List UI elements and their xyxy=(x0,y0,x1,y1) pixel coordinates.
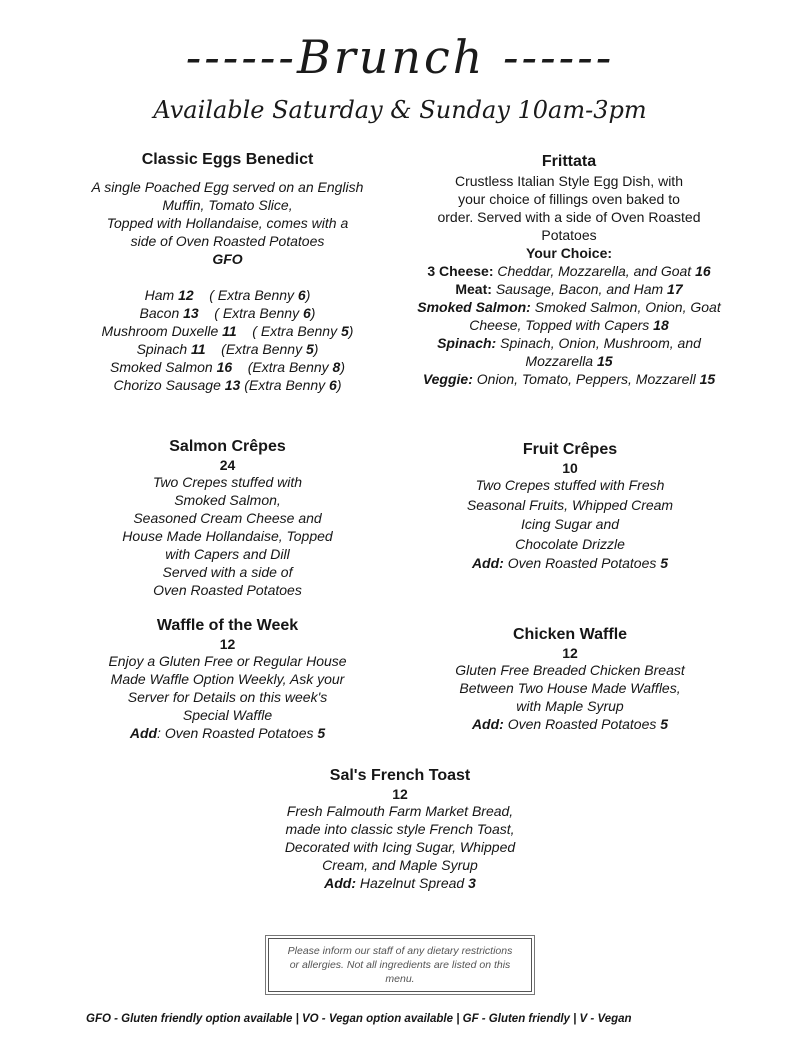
item-title: Frittata xyxy=(541,153,597,170)
item-price: 12 xyxy=(219,636,236,652)
gfo-tag: GFO xyxy=(212,251,243,267)
desc-line: Fresh Falmouth Farm Market Bread, xyxy=(286,803,514,819)
item-description xyxy=(410,172,728,244)
option-row: Spinach 11 (Extra Benny 5) xyxy=(136,341,319,357)
item-description xyxy=(420,661,720,715)
add-on: Add: Oven Roasted Potatoes 5 xyxy=(471,716,669,732)
desc-line: Icing Sugar and xyxy=(520,516,620,532)
option-row: Bacon 13 ( Extra Benny 6) xyxy=(139,305,316,321)
desc-line: side of Oven Roasted Potatoes xyxy=(130,233,325,249)
desc-line: A single Poached Egg served on an English xyxy=(91,179,364,195)
item-title: Fruit Crêpes xyxy=(522,441,618,458)
desc-line: Served with a side of xyxy=(162,564,293,580)
item-title: Classic Eggs Benedict xyxy=(141,151,314,168)
choice-row: Smoked Salmon: Smoked Salmon, Onion, Goat Cheese, Topped with Capers 18 xyxy=(417,299,721,333)
desc-line: Server for Details on this week's xyxy=(127,689,328,705)
notice-line: Please inform our staff of any dietary restrictions xyxy=(287,945,513,957)
item-description xyxy=(70,178,385,250)
choice-row: Spinach: Spinach, Onion, Mushroom, and Mozzarella 15 xyxy=(437,335,701,369)
desc-line: House Made Hollandaise, Topped xyxy=(122,528,333,544)
salmon-crepes-section xyxy=(80,437,375,599)
benedict-options xyxy=(70,286,385,394)
desc-line: with Maple Syrup xyxy=(516,698,624,714)
desc-line: Potatoes xyxy=(541,227,597,243)
desc-line: Smoked Salmon, xyxy=(174,492,281,508)
desc-line: Topped with Hollandaise, comes with a xyxy=(106,215,349,231)
desc-line: your choice of fillings oven baked to xyxy=(458,191,680,207)
option-row: Chorizo Sausage 13 (Extra Benny 6) xyxy=(113,377,342,393)
chicken-waffle-section xyxy=(420,625,720,733)
item-description xyxy=(250,802,550,874)
item-price: 12 xyxy=(562,645,578,661)
item-title: Sal's French Toast xyxy=(329,767,471,784)
desc-line: Between Two House Made Waffles, xyxy=(459,680,681,696)
fruit-crepes-section xyxy=(420,440,720,574)
desc-line: order. Served with a side of Oven Roasted xyxy=(437,209,701,225)
item-description xyxy=(80,473,375,599)
desc-line: Seasonal Fruits, Whipped Cream xyxy=(466,496,674,513)
item-price: 12 xyxy=(392,786,408,802)
add-on: Add: Oven Roasted Potatoes 5 xyxy=(129,725,326,741)
item-description xyxy=(420,476,720,554)
desc-line: with Capers and Dill xyxy=(165,546,290,562)
french-toast-section xyxy=(250,766,550,892)
desc-line: made into classic style French Toast, xyxy=(285,821,515,837)
desc-line: Crustless Italian Style Egg Dish, with xyxy=(455,173,683,189)
choice-row: 3 Cheese: Cheddar, Mozzarella, and Goat 16 xyxy=(427,263,711,279)
desc-line: Two Crepes stuffed with xyxy=(152,474,303,490)
desc-line: Cream, and Maple Syrup xyxy=(322,857,478,873)
eggs-benedict-section xyxy=(70,150,385,394)
desc-line: Two Crepes stuffed with Fresh xyxy=(475,477,665,493)
item-title: Waffle of the Week xyxy=(156,617,299,634)
frittata-section xyxy=(410,152,728,388)
choice-row: Veggie: Onion, Tomato, Peppers, Mozzarell 15 xyxy=(422,371,716,387)
notice-line: menu. xyxy=(385,973,415,985)
item-title: Salmon Crêpes xyxy=(169,438,286,455)
desc-line: Special Waffle xyxy=(182,707,273,723)
notice-line: or allergies. Not all ingredients are listed on this xyxy=(289,959,511,971)
desc-line: Decorated with Icing Sugar, Whipped xyxy=(284,839,516,855)
dietary-legend: GFO - Gluten friendly option available | VO - Vegan option available | GF - Gluten friendly | V - Vegan xyxy=(86,1013,632,1025)
waffle-week-section xyxy=(80,616,375,742)
desc-line: Enjoy a Gluten Free or Regular House xyxy=(108,653,347,669)
desc-line: Chocolate Drizzle xyxy=(515,535,625,552)
desc-line: Seasoned Cream Cheese and xyxy=(133,510,322,526)
item-price: 10 xyxy=(562,460,578,476)
choice-heading: Your Choice: xyxy=(525,245,613,261)
add-on: Add: Oven Roasted Potatoes 5 xyxy=(471,555,669,571)
add-on: Add: Hazelnut Spread 3 xyxy=(324,875,476,891)
option-row: Ham 12 ( Extra Benny 6) xyxy=(144,287,311,303)
option-row: Smoked Salmon 16 (Extra Benny 8) xyxy=(109,359,346,375)
desc-line: Muffin, Tomato Slice, xyxy=(162,197,293,213)
item-description xyxy=(80,652,375,724)
desc-line: Made Waffle Option Weekly, Ask your xyxy=(110,671,345,687)
item-title: Chicken Waffle xyxy=(512,626,628,643)
desc-line: Oven Roasted Potatoes xyxy=(153,582,302,598)
availability-subtitle: Available Saturday & Sunday 10am-3pm xyxy=(153,96,647,124)
dietary-notice xyxy=(268,938,532,992)
desc-line: Gluten Free Breaded Chicken Breast xyxy=(455,662,685,678)
menu-title: ------Brunch ------ xyxy=(185,30,615,84)
choice-row: Meat: Sausage, Bacon, and Ham 17 xyxy=(455,281,683,297)
option-row: Mushroom Duxelle 11 ( Extra Benny 5) xyxy=(101,323,354,339)
item-price: 24 xyxy=(219,457,236,473)
